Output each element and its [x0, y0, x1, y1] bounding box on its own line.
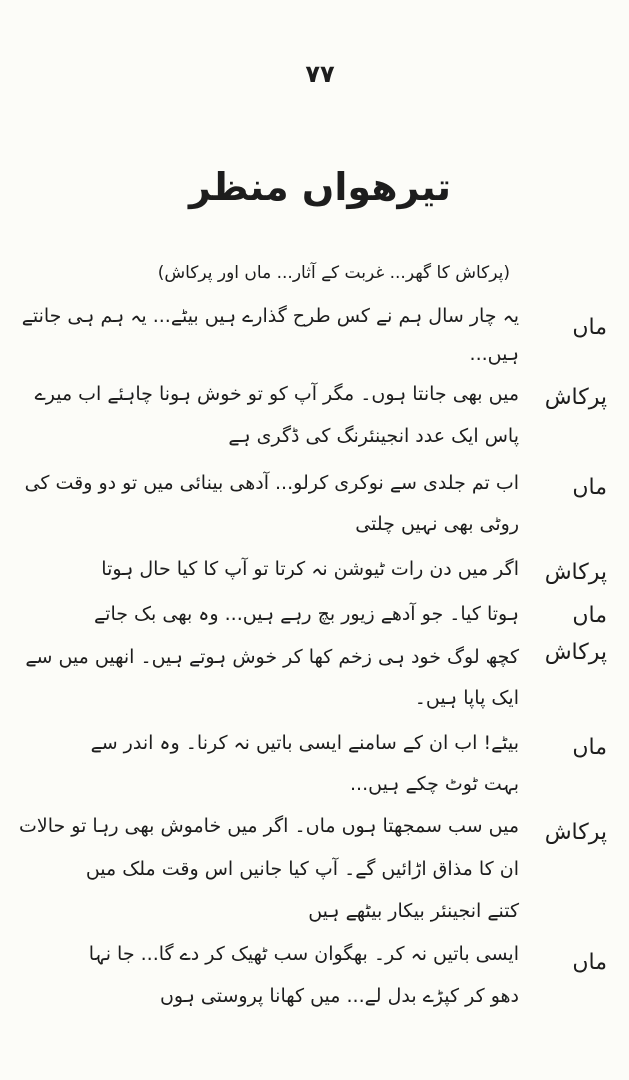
dialogue-line: میں بھی جانتا ہوں۔ مگر آپ کو تو خوش ہونا چاہئے اب میرے: [34, 383, 519, 405]
dialogue-line: دھو کر کپڑے بدل لے... میں کھانا پروستی ہوں: [159, 985, 519, 1007]
dialogue-line: کتنے انجینئر بیکار بیٹھے ہیں: [308, 900, 519, 922]
dialogue-line: بیٹے! اب ان کے سامنے ایسی باتیں نہ کرنا۔ وہ اندر سے: [90, 732, 519, 754]
speaker-prakash: پرکاش: [544, 560, 607, 585]
dialogue-line: ہیں...: [469, 343, 519, 365]
dialogue-line: پاس ایک عدد انجینئرنگ کی ڈگری ہے: [228, 425, 519, 447]
speaker-maan: ماں: [572, 315, 607, 340]
speaker-maan: ماں: [572, 735, 607, 760]
dialogue-line: میں سب سمجھتا ہوں ماں۔ اگر میں خاموش بھی رہا تو حالات: [18, 815, 519, 837]
dialogue-line: ان کا مذاق اڑائیں گے۔ آپ کیا جانیں اس وقت ملک میں: [85, 858, 519, 880]
dialogue-line: یہ چار سال ہم نے کس طرح گذارے ہیں بیٹے... یہ ہم ہی جانتے: [21, 305, 519, 327]
scene-title: تیرھواں منظر: [189, 165, 451, 209]
speaker-maan: ماں: [572, 603, 607, 628]
speaker-maan: ماں: [572, 475, 607, 500]
dialogue-line: کچھ لوگ خود ہی زخم کھا کر خوش ہوتے ہیں۔ انھیں میں سے: [25, 646, 519, 668]
dialogue-line: روٹی بھی نہیں چلتی: [355, 513, 519, 535]
dialogue-line: ہوتا کیا۔ جو آدھے زیور بچ رہے ہیں... وہ بھی بک جاتے: [94, 603, 519, 625]
speaker-maan: ماں: [572, 950, 607, 975]
dialogue-line: اگر میں دن رات ٹیوشن نہ کرتا تو آپ کا کیا حال ہوتا: [101, 558, 519, 580]
speaker-prakash: پرکاش: [544, 820, 607, 845]
page-number: ٧٧: [305, 60, 335, 88]
dialogue-line: بہت ٹوٹ چکے ہیں...: [349, 773, 519, 795]
dialogue-line: ایسی باتیں نہ کر۔ بھگوان سب ٹھیک کر دے گا... جا نہا: [88, 943, 519, 965]
dialogue-line: اب تم جلدی سے نوکری کرلو... آدھی بینائی میں تو دو وقت کی: [24, 472, 519, 494]
scene-description: (پرکاش کا گھر... غربت کے آثار... ماں اور پرکاش): [157, 263, 510, 283]
speaker-prakash: پرکاش: [544, 640, 607, 665]
speaker-prakash: پرکاش: [544, 385, 607, 410]
dialogue-line: ایک پاپا ہیں۔: [414, 687, 519, 709]
